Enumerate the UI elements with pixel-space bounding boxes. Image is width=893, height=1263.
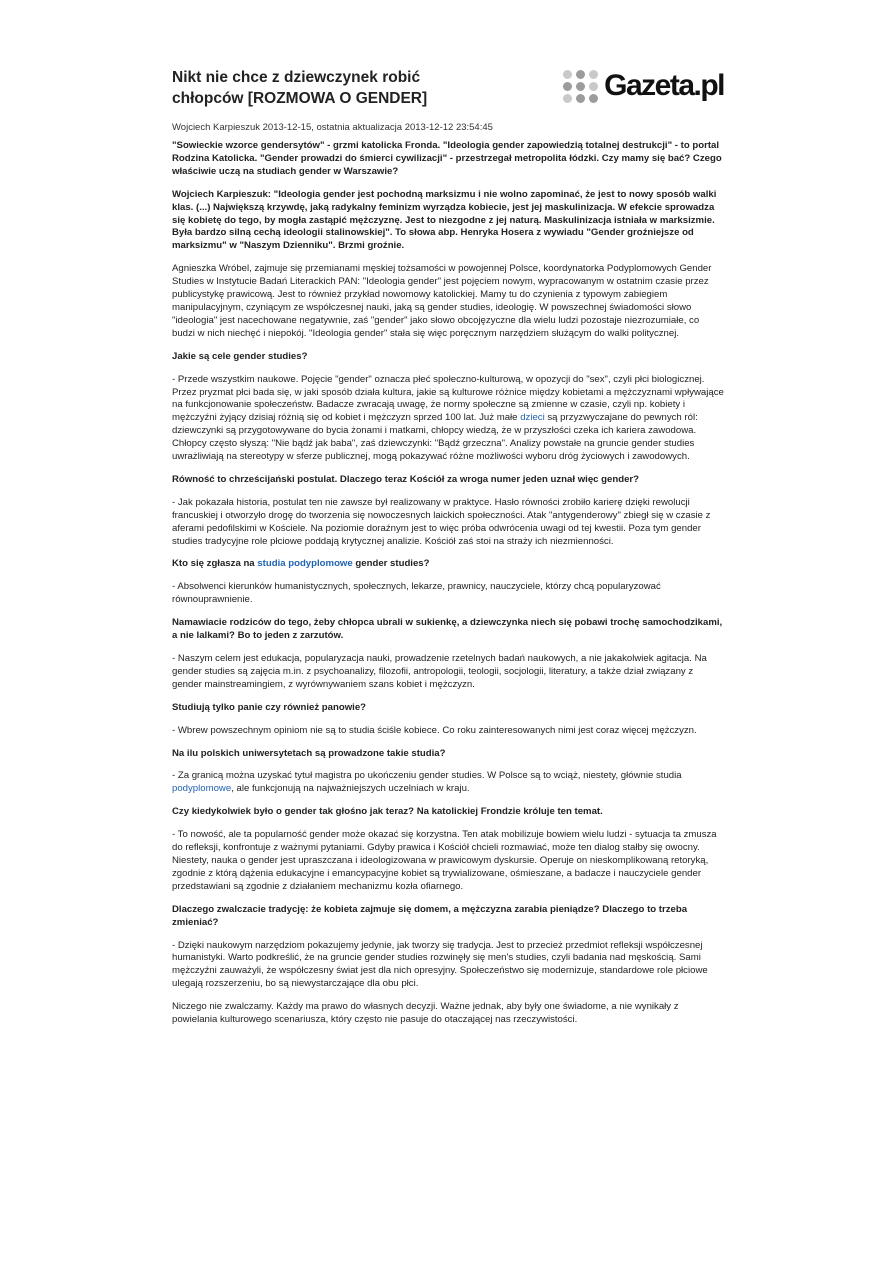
- question: Na ilu polskich uniwersytetach są prowadzone takie studia?: [172, 747, 446, 759]
- logo-text: Gazeta.pl: [604, 69, 724, 102]
- question: Namawiacie rodziców do tego, żeby chłopca ubrali w sukienkę, a dziewczynka niech się pobawi trochę samochodzikami, a nie lalkami? Bo to jeden z zarzutów.: [172, 617, 723, 642]
- answer: - Dzięki naukowym narzędziom pokazujemy jedynie, jak tworzy się tradycja. Jest to przecież przedmiot refleksji współczesnej humanistyki. Warto podkreślić, że na gruncie gender studies rozwinęły się men's studies, czyli badania nad męskością. Sami mężczyźni zauważyli, że współczesny świat jest dla nich opresyjny. Społeczeństwo się modernizuje, standardowe role płciowe ulegają rozszerzeniu, bo są niewystarczające dla obu płci.: [172, 939, 708, 990]
- answer: - Absolwenci kierunków humanistycznych, społecznych, lekarze, prawnicy, nauczyciele, którzy chcą popularyzować równouprawnienie.: [172, 581, 661, 606]
- answer: - Jak pokazała historia, postulat ten nie zawsze był realizowany w praktyce. Hasło równości zrobiło karierę dzięki rewolucji francuskiej i otworzyło drogę do tworzenia się nowoczesnych laickich społeczności. Atak "antygenderowy" zbiegł się w czasie z aferami pedofilskimi w Kościele. Na poziomie doraźnym jest to więc próba odwrócenia uwagi od tej kwestii. Poza tym gender studies tradycyjne role płciowe poddają krytycznej analizie. Kościół zaś stoi na straży ich niezmienności.: [172, 496, 711, 547]
- question-text: gender studies?: [352, 558, 430, 570]
- answer: - To nowość, ale ta popularność gender może okazać się korzystna. Ten atak mobilizuje bowiem wielu ludzi - sytuacja ta zmusza do refleksji, konfrontuje z ważnymi pytaniami. Gdyby prawica i Kościół chcieli rozmawiać, może ten dialog stałby się owocny. Niestety, nauka o gender jest upraszczana i ideologizowana w prawicowym dyskursie. Operuje on nieskomplikowaną retoryką, zgodnie z którą dążenia edukacyjne i emancypacyjne kobiet są trywializowane, ośmieszane, a badacze i nauczyciele gender przedstawiani są zgodnie z działaniem mechanizmu kozła ofiarnego.: [172, 829, 717, 892]
- question: Czy kiedykolwiek było o gender tak głośno jak teraz? Na katolickiej Frondzie króluje ten temat.: [172, 806, 603, 818]
- answer: - Wbrew powszechnym opiniom nie są to studia ściśle kobiece. Co roku zainteresowanych nimi jest coraz więcej mężczyzn.: [172, 724, 697, 736]
- answer: Niczego nie zwalczamy. Każdy ma prawo do własnych decyzji. Ważne jednak, aby były one świadome, a nie wynikały z powielania kulturowego scenariusza, który często nie pasuje do otaczającej nas rzeczywistości.: [172, 1001, 679, 1026]
- question: Jakie są cele gender studies?: [172, 350, 308, 362]
- answer-text: są przyzwyczajane do pewnych ról: dziewczynki są przygotowywane do bycia żonami i matkami, chłopcy wiedzą, że w przyszłości czeka ich kariera zawodowa. Chłopcy często słyszą: "Nie bądź jak baba", zaś dziewczynki: "Bądź grzeczna". Analizy powstałe na gruncie gender studies uwrażliwiają na stereotypy w sferze publicznej, mogą pokazywać różne możliwości wyboru dróg życiowych i zawodowych.: [172, 412, 698, 463]
- article-title: Nikt nie chce z dziewczynek robić chłopców [ROZMOWA O GENDER]: [172, 69, 428, 107]
- article-lead: "Sowieckie wzorce gendersytów" - grzmi katolicka Fronda. "Ideologia gender zapowiedzią totalnej destrukcji" - to portal Rodzina Katolicka. "Gender prowadzi do śmierci cywilizacji" - przestrzegał metropolita łódzki. Czy mamy się bać? Czego właściwie uczą na studiach gender w Warszawie?: [172, 140, 722, 177]
- link-podyplomowe[interactable]: podyplomowe: [172, 783, 232, 795]
- answer-text: - Przede wszystkim naukowe. Pojęcie "gender" oznacza płeć społeczno-kulturową, w opozycji do "sex", czyli płci biologicznej. Przez pryzmat płci bada się, w jaki sposób działa kultura, jakie są kulturowe różnice między kobietami a mężczyznami wpływające na funkcjonowanie społeczeństw. Badacze zwracają uwagę, że normy społeczne są zmienne w czasie, czyli np. kobiety i mężczyźni żyjący dzisiaj różnią się od kobiet i mężczyzn sprzed 100 lat. Już małe: [172, 373, 724, 424]
- question: Studiują tylko panie czy również panowie?: [172, 701, 367, 713]
- question: Równość to chrześcijański postulat. Dlaczego teraz Kościół za wroga numer jeden uznał więc gender?: [172, 473, 640, 485]
- link-dzieci[interactable]: dzieci: [520, 412, 545, 424]
- answer: [172, 374, 724, 464]
- gazeta-dots-logo-icon: [563, 70, 599, 103]
- link-studia-podyplomowe[interactable]: studia podyplomowe: [257, 558, 353, 570]
- question: Dlaczego zwalczacie tradycję: że kobieta zajmuje się domem, a mężczyzna zarabia pieniądze? Dlaczego to trzeba zmieniać?: [172, 903, 688, 928]
- question: [172, 558, 724, 571]
- answer-text: - Za granicą można uzyskać tytuł magistra po ukończeniu gender studies. W Polsce są to wciąż, niestety, głównie studia: [172, 770, 682, 782]
- answer: [172, 770, 724, 796]
- gazeta-logo[interactable]: [563, 66, 724, 106]
- answer: - Naszym celem jest edukacja, popularyzacja nauki, prowadzenie rzetelnych badań naukowych, a nie jakakolwiek agitacja. Na gender studies są zajęcia m.in. z psychoanalizy, filozofii, antropologii, teologii, socjologii, literatury, a także dział związany z gender mainstreamingiem, z wyrównywaniem szans kobiet i mężczyzn.: [172, 653, 707, 690]
- question-text: Kto się zgłasza na: [172, 558, 258, 570]
- article-header: [172, 62, 724, 118]
- answer-text: , ale funkcjonują na najważniejszych uczelniach w kraju.: [231, 783, 470, 795]
- article-meta: Wojciech Karpieszuk 2013-12-15, ostatnia aktualizacja 2013-12-12 23:54:45: [172, 122, 493, 133]
- paragraph: Agnieszka Wróbel, zajmuje się przemianami męskiej tożsamości w powojennej Polsce, koordynatorka Podyplomowych Gender Studies w Instytucie Badań Literackich PAN: "Ideologia gender" jest pojęciem nowym, wypracowanym w ostatnim czasie przez publicystykę prawicową. Jest to również przykład nowomowy katolickiej. Mamy tu do czynienia z typowym zabiegiem manipulacyjnym, czyniącym ze współczesnej nauki, jaką są gender studies, ideologię. W powszechnej świadomości słowo "ideologia" jest nacechowane negatywnie, zaś "gender" jako słowo obcojęzyczne dla wielu ludzi pozostaje niezrozumiałe, co budzi w nich niechęć i niepokój. "Ideologia gender" stała się więc poręcznym narzędziem służącym do walki politycznej.: [172, 263, 712, 339]
- article-intro: Wojciech Karpieszuk: "Ideologia gender jest pochodną marksizmu i nie wolno zapominać, że jest to nowy sposób walki klas. (...) Największą krzywdę, jaką radykalny feminizm wyrządza kobiecie, jest jej maskulinizacja. W efekcie sprowadza się kobietę do tego, by mogła zastąpić mężczyznę. Jest to niezgodne z jej naturą. Maskulinizacja istniała w marksizmie. Była bardzo silną cechą ideologii stalinowskiej". To słowa abp. Henryka Hosera z wywiadu "Gender groźniejsze od marksizmu" w "Naszym Dzienniku". Brzmi groźnie.: [172, 188, 717, 252]
- article-page: [172, 62, 724, 1037]
